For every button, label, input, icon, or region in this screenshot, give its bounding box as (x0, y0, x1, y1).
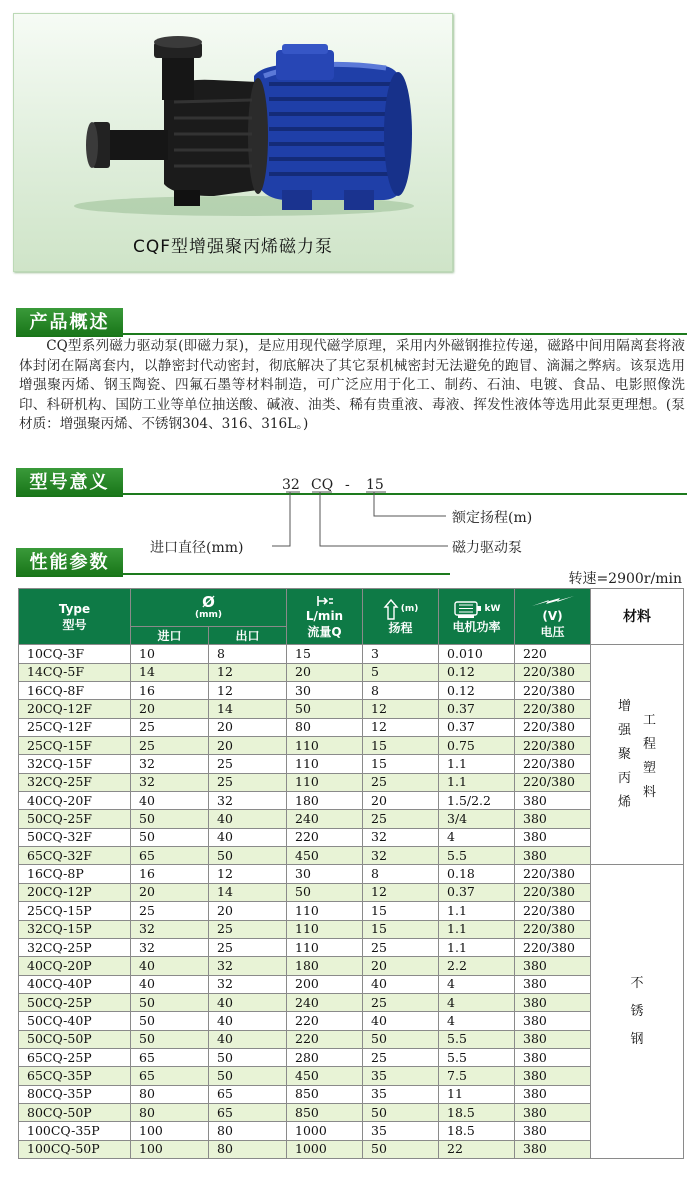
cell-outlet: 25 (209, 773, 287, 791)
table-row (19, 773, 684, 791)
cell-inlet: 100 (131, 1140, 209, 1158)
cell-outlet: 50 (209, 847, 287, 865)
cell-voltage: 380 (515, 993, 591, 1011)
cell-model: 25CQ-12F (19, 718, 131, 736)
cell-head: 8 (363, 682, 439, 700)
cell-voltage: 220/380 (515, 718, 591, 736)
cell-voltage: 380 (515, 1103, 591, 1121)
cell-outlet: 32 (209, 792, 287, 810)
table-row (19, 883, 684, 901)
description-text: CQ型系列磁力驱动泵(即磁力泵)，是应用现代磁学原理，采用内外磁钢推拉传递，磁路中间用隔离套将液体封闭在隔离套内，以静密封代动密封，彻底解决了其它泵机械密封无法避免的跑冒、滴漏之弊病。该泵选用增强聚丙烯、钢玉陶瓷、四氟石墨等材料制造，可广泛应用于化工、制药、石油、电镀、食品、电影照像洗印、科研机构、国防工业等单位抽送酸、碱液、油类、稀有贵重液、毒液、挥发性液体等选用此泵更理想。(泵材质：增强聚丙烯、不锈钢304、316、316L。) (19, 338, 685, 432)
header-flow (287, 589, 363, 645)
cell-outlet: 32 (209, 975, 287, 993)
cell-inlet: 25 (131, 902, 209, 920)
header-type (19, 589, 131, 645)
cell-voltage: 380 (515, 1030, 591, 1048)
cell-flow: 220 (287, 1030, 363, 1048)
header-type-en: Type (58, 601, 91, 616)
material-char: 烯 (618, 794, 632, 810)
table-row (19, 645, 684, 663)
cell-voltage: 220/380 (515, 938, 591, 956)
cell-model: 14CQ-5F (19, 663, 131, 681)
cell-voltage: 220/380 (515, 663, 591, 681)
cell-head: 25 (363, 1048, 439, 1066)
cell-inlet: 65 (131, 1067, 209, 1085)
cell-voltage: 220/380 (515, 755, 591, 773)
cell-voltage: 380 (515, 1140, 591, 1158)
performance-table (18, 588, 684, 1159)
header-power (439, 589, 515, 645)
cell-head: 12 (363, 718, 439, 736)
cell-outlet: 12 (209, 663, 287, 681)
cell-power: 1.1 (439, 755, 515, 773)
cell-outlet: 40 (209, 810, 287, 828)
cell-outlet: 14 (209, 700, 287, 718)
cell-flow: 110 (287, 737, 363, 755)
header-power-unit: kW (484, 603, 501, 614)
cell-model: 50CQ-40P (19, 1012, 131, 1030)
cell-power: 0.12 (439, 663, 515, 681)
cell-head: 15 (363, 737, 439, 755)
cell-flow: 180 (287, 957, 363, 975)
cell-power: 0.37 (439, 883, 515, 901)
cell-voltage: 220 (515, 645, 591, 663)
cell-power: 4 (439, 828, 515, 846)
cell-inlet: 100 (131, 1122, 209, 1140)
cell-head: 40 (363, 1012, 439, 1030)
cell-power: 5.5 (439, 847, 515, 865)
cell-flow: 110 (287, 773, 363, 791)
cell-model: 100CQ-35P (19, 1122, 131, 1140)
cell-voltage: 380 (515, 957, 591, 975)
cell-model: 40CQ-40P (19, 975, 131, 993)
table-row (19, 847, 684, 865)
cell-inlet: 50 (131, 1030, 209, 1048)
cell-model: 32CQ-25P (19, 938, 131, 956)
cell-outlet: 40 (209, 1030, 287, 1048)
cell-power: 3/4 (439, 810, 515, 828)
cell-head: 35 (363, 1067, 439, 1085)
table-row (19, 1103, 684, 1121)
cell-outlet: 14 (209, 883, 287, 901)
table-row (19, 663, 684, 681)
cell-model: 80CQ-35P (19, 1085, 131, 1103)
cell-outlet: 40 (209, 1012, 287, 1030)
material-char: 锈 (630, 1003, 644, 1019)
cell-head: 50 (363, 1030, 439, 1048)
cell-model: 20CQ-12P (19, 883, 131, 901)
cell-inlet: 14 (131, 663, 209, 681)
rotation-speed: 转速=2900r/min (568, 571, 682, 587)
cell-flow: 50 (287, 700, 363, 718)
cell-outlet: 32 (209, 957, 287, 975)
cell-inlet: 32 (131, 773, 209, 791)
flow-icon (315, 594, 335, 608)
magnetic-pump-illustration (14, 14, 452, 229)
cell-head: 20 (363, 957, 439, 975)
cell-head: 15 (363, 920, 439, 938)
section-header-overview: 产品概述 (16, 308, 123, 337)
material-plastic (591, 645, 684, 865)
cell-outlet: 65 (209, 1103, 287, 1121)
cell-head: 12 (363, 883, 439, 901)
table-row (19, 792, 684, 810)
cell-voltage: 380 (515, 847, 591, 865)
table-row (19, 920, 684, 938)
cell-outlet: 25 (209, 938, 287, 956)
header-head-unit: (m) (400, 603, 419, 614)
header-diameter (131, 589, 287, 627)
cell-flow: 20 (287, 663, 363, 681)
cell-outlet: 50 (209, 1067, 287, 1085)
cell-flow: 80 (287, 718, 363, 736)
model-code-head: 15 (366, 477, 384, 493)
table-row (19, 828, 684, 846)
cell-model: 16CQ-8P (19, 865, 131, 883)
cell-power: 1.1 (439, 902, 515, 920)
cell-head: 35 (363, 1085, 439, 1103)
cell-head: 32 (363, 847, 439, 865)
cell-outlet: 80 (209, 1122, 287, 1140)
cell-model: 20CQ-12F (19, 700, 131, 718)
model-diagram-lines (0, 470, 700, 560)
cell-voltage: 380 (515, 1048, 591, 1066)
cell-model: 32CQ-15P (19, 920, 131, 938)
table-row (19, 957, 684, 975)
model-code-inlet: 32 (282, 477, 300, 493)
material-char: 不 (630, 975, 644, 991)
cell-power: 7.5 (439, 1067, 515, 1085)
cell-flow: 240 (287, 810, 363, 828)
product-image-panel (13, 13, 453, 272)
cell-model: 10CQ-3F (19, 645, 131, 663)
cell-model: 50CQ-25P (19, 993, 131, 1011)
cell-flow: 110 (287, 902, 363, 920)
table-row (19, 1012, 684, 1030)
table-row (19, 1122, 684, 1140)
cell-voltage: 380 (515, 975, 591, 993)
cell-outlet: 20 (209, 902, 287, 920)
model-label-inlet: 进口直径(mm) (150, 540, 244, 556)
cell-power: 22 (439, 1140, 515, 1158)
cell-power: 0.010 (439, 645, 515, 663)
cell-inlet: 16 (131, 865, 209, 883)
cell-flow: 850 (287, 1085, 363, 1103)
cell-flow: 850 (287, 1103, 363, 1121)
cell-outlet: 80 (209, 1140, 287, 1158)
table-row (19, 938, 684, 956)
cell-outlet: 20 (209, 718, 287, 736)
model-code-type: CQ (311, 477, 334, 493)
cell-model: 25CQ-15F (19, 737, 131, 755)
cell-outlet: 65 (209, 1085, 287, 1103)
cell-head: 40 (363, 975, 439, 993)
header-voltage-label: 电压 (540, 624, 565, 639)
cell-power: 1.1 (439, 920, 515, 938)
cell-model: 40CQ-20P (19, 957, 131, 975)
cell-voltage: 380 (515, 828, 591, 846)
cell-inlet: 16 (131, 682, 209, 700)
table-row (19, 682, 684, 700)
cell-voltage: 220/380 (515, 883, 591, 901)
header-outlet: 出口 (209, 627, 287, 645)
cell-head: 50 (363, 1103, 439, 1121)
table-row (19, 1030, 684, 1048)
cell-power: 0.12 (439, 682, 515, 700)
cell-power: 1.1 (439, 773, 515, 791)
cell-model: 65CQ-25P (19, 1048, 131, 1066)
cell-flow: 110 (287, 755, 363, 773)
cell-inlet: 25 (131, 718, 209, 736)
cell-head: 5 (363, 663, 439, 681)
cell-power: 1.5/2.2 (439, 792, 515, 810)
cell-flow: 15 (287, 645, 363, 663)
cell-outlet: 12 (209, 865, 287, 883)
cell-model: 32CQ-15F (19, 755, 131, 773)
cell-model: 65CQ-35P (19, 1067, 131, 1085)
header-diameter-unit: (mm) (195, 610, 222, 620)
section-header-model: 型号意义 (16, 468, 123, 497)
cell-head: 12 (363, 700, 439, 718)
cell-flow: 30 (287, 865, 363, 883)
material-char: 程 (643, 736, 657, 752)
cell-flow: 110 (287, 920, 363, 938)
section-divider (16, 333, 687, 335)
cell-inlet: 20 (131, 700, 209, 718)
header-voltage (515, 589, 591, 645)
cell-model: 25CQ-15P (19, 902, 131, 920)
cell-outlet: 50 (209, 1048, 287, 1066)
header-material: 材料 (591, 589, 684, 645)
table-row (19, 865, 684, 883)
material-char: 钢 (630, 1031, 644, 1047)
cell-head: 15 (363, 902, 439, 920)
cell-inlet: 65 (131, 847, 209, 865)
header-flow-unit: L/min (305, 608, 344, 623)
cell-flow: 50 (287, 883, 363, 901)
cell-inlet: 65 (131, 1048, 209, 1066)
cell-voltage: 380 (515, 1085, 591, 1103)
cell-flow: 110 (287, 938, 363, 956)
cell-inlet: 40 (131, 957, 209, 975)
cell-head: 35 (363, 1122, 439, 1140)
cell-head: 25 (363, 773, 439, 791)
table-row (19, 1140, 684, 1158)
cell-flow: 1000 (287, 1122, 363, 1140)
cell-head: 20 (363, 792, 439, 810)
cell-flow: 450 (287, 847, 363, 865)
cell-inlet: 32 (131, 920, 209, 938)
cell-flow: 200 (287, 975, 363, 993)
material-char: 料 (643, 784, 657, 800)
cell-voltage: 220/380 (515, 920, 591, 938)
cell-model: 100CQ-50P (19, 1140, 131, 1158)
table-row (19, 902, 684, 920)
cell-head: 25 (363, 810, 439, 828)
cell-power: 11 (439, 1085, 515, 1103)
cell-power: 2.2 (439, 957, 515, 975)
lightning-icon (530, 594, 576, 608)
cell-voltage: 220/380 (515, 773, 591, 791)
cell-inlet: 50 (131, 1012, 209, 1030)
cell-inlet: 32 (131, 938, 209, 956)
cell-power: 18.5 (439, 1122, 515, 1140)
cell-power: 0.75 (439, 737, 515, 755)
cell-head: 25 (363, 938, 439, 956)
cell-voltage: 220/380 (515, 682, 591, 700)
cell-flow: 1000 (287, 1140, 363, 1158)
cell-power: 0.37 (439, 700, 515, 718)
cell-head: 32 (363, 828, 439, 846)
model-label-head: 额定扬程(m) (452, 510, 533, 526)
header-inlet: 进口 (131, 627, 209, 645)
cell-voltage: 380 (515, 1122, 591, 1140)
table-body (19, 645, 684, 1159)
cell-model: 50CQ-25F (19, 810, 131, 828)
model-code-dash: - (345, 477, 350, 493)
table-row (19, 700, 684, 718)
cell-flow: 220 (287, 1012, 363, 1030)
material-stainless-steel (591, 865, 684, 1159)
cell-outlet: 40 (209, 828, 287, 846)
material-char: 丙 (618, 770, 632, 786)
cell-inlet: 32 (131, 755, 209, 773)
cell-outlet: 8 (209, 645, 287, 663)
cell-power: 0.37 (439, 718, 515, 736)
cell-inlet: 10 (131, 645, 209, 663)
table-row (19, 1067, 684, 1085)
cell-inlet: 80 (131, 1085, 209, 1103)
cell-outlet: 25 (209, 755, 287, 773)
product-description (19, 337, 685, 435)
header-head (363, 589, 439, 645)
cell-power: 5.5 (439, 1030, 515, 1048)
section-header-performance: 性能参数 (16, 548, 123, 577)
cell-power: 1.1 (439, 938, 515, 956)
cell-model: 80CQ-50P (19, 1103, 131, 1121)
material-char: 增 (618, 698, 632, 714)
cell-model: 40CQ-20F (19, 792, 131, 810)
header-flow-label: 流量Q (307, 624, 342, 639)
table-row (19, 975, 684, 993)
cell-outlet: 25 (209, 920, 287, 938)
cell-voltage: 220/380 (515, 737, 591, 755)
cell-head: 8 (363, 865, 439, 883)
cell-power: 4 (439, 993, 515, 1011)
cell-inlet: 80 (131, 1103, 209, 1121)
cell-power: 5.5 (439, 1048, 515, 1066)
table-row (19, 1085, 684, 1103)
material-char: 强 (618, 722, 632, 738)
header-power-label: 电机功率 (452, 619, 501, 634)
material-char: 工 (643, 712, 657, 728)
cell-flow: 280 (287, 1048, 363, 1066)
cell-model: 65CQ-32F (19, 847, 131, 865)
cell-inlet: 50 (131, 828, 209, 846)
header-type-cn: 型号 (62, 617, 87, 632)
cell-outlet: 12 (209, 682, 287, 700)
cell-voltage: 220/380 (515, 865, 591, 883)
cell-power: 4 (439, 975, 515, 993)
model-label-type: 磁力驱动泵 (452, 540, 522, 556)
cell-flow: 450 (287, 1067, 363, 1085)
cell-head: 15 (363, 755, 439, 773)
table-row (19, 810, 684, 828)
cell-voltage: 220/380 (515, 700, 591, 718)
diameter-icon: Ø (202, 593, 215, 611)
header-voltage-unit: (V) (542, 608, 563, 623)
cell-head: 3 (363, 645, 439, 663)
motor-icon (453, 599, 483, 619)
cell-flow: 180 (287, 792, 363, 810)
cell-voltage: 380 (515, 1012, 591, 1030)
cell-inlet: 40 (131, 975, 209, 993)
cell-flow: 240 (287, 993, 363, 1011)
table-row (19, 1048, 684, 1066)
cell-voltage: 380 (515, 792, 591, 810)
cell-voltage: 220/380 (515, 902, 591, 920)
cell-outlet: 40 (209, 993, 287, 1011)
material-char: 聚 (618, 746, 632, 762)
header-head-label: 扬程 (388, 620, 413, 635)
table-row (19, 993, 684, 1011)
cell-inlet: 25 (131, 737, 209, 755)
cell-model: 50CQ-50P (19, 1030, 131, 1048)
table-row (19, 737, 684, 755)
cell-flow: 30 (287, 682, 363, 700)
table-row (19, 755, 684, 773)
cell-voltage: 380 (515, 1067, 591, 1085)
cell-power: 4 (439, 1012, 515, 1030)
cell-power: 0.18 (439, 865, 515, 883)
cell-inlet: 50 (131, 993, 209, 1011)
table-row (19, 718, 684, 736)
cell-model: 50CQ-32F (19, 828, 131, 846)
product-caption: CQF型增强聚丙烯磁力泵 (132, 237, 334, 257)
head-arrow-icon (383, 598, 399, 620)
material-char: 塑 (643, 760, 657, 776)
cell-head: 25 (363, 993, 439, 1011)
cell-flow: 220 (287, 828, 363, 846)
cell-inlet: 50 (131, 810, 209, 828)
section-divider (16, 573, 450, 575)
cell-outlet: 20 (209, 737, 287, 755)
cell-voltage: 380 (515, 810, 591, 828)
cell-model: 32CQ-25F (19, 773, 131, 791)
cell-model: 16CQ-8F (19, 682, 131, 700)
cell-head: 50 (363, 1140, 439, 1158)
cell-inlet: 40 (131, 792, 209, 810)
cell-inlet: 20 (131, 883, 209, 901)
cell-power: 18.5 (439, 1103, 515, 1121)
